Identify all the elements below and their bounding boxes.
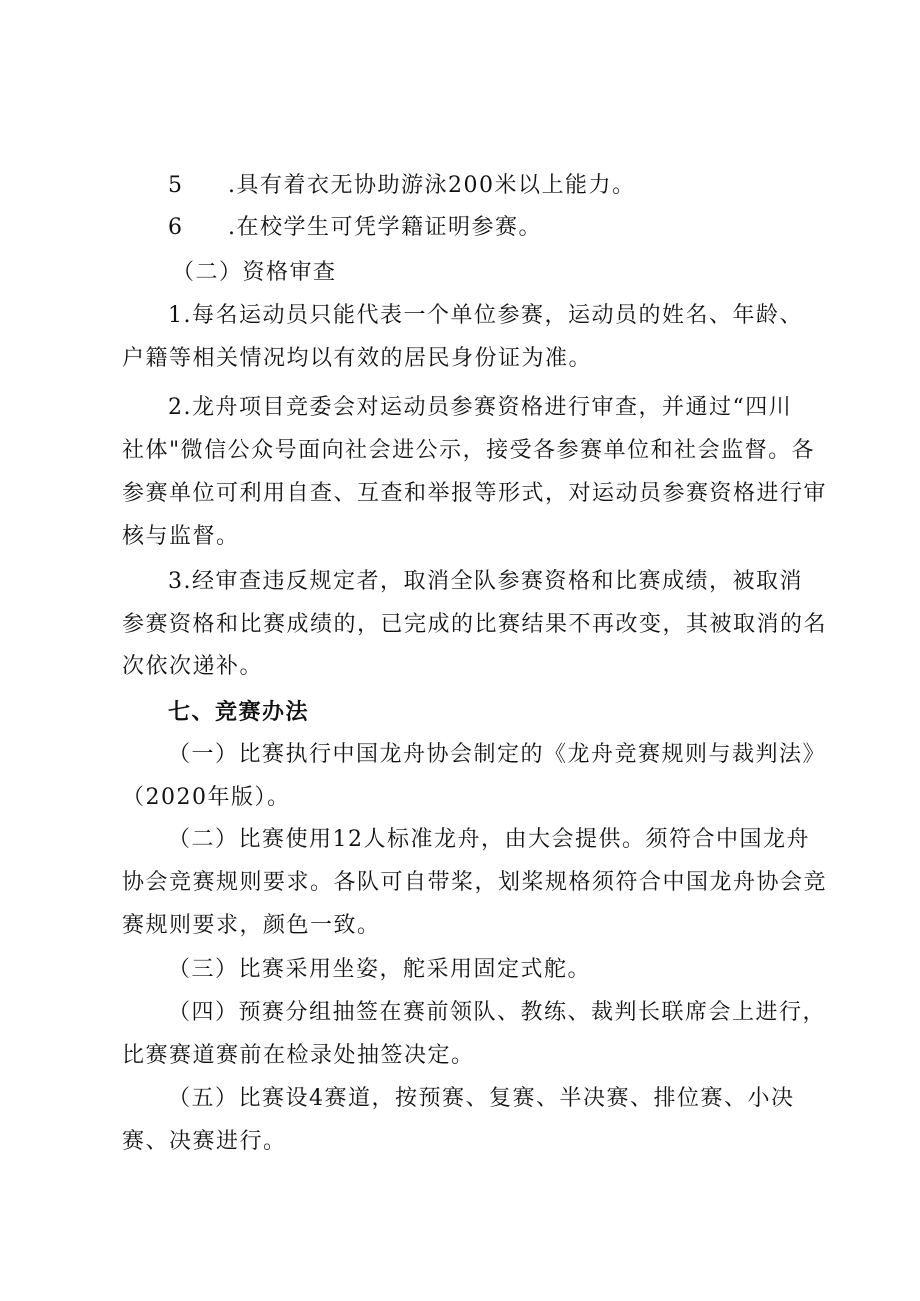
paragraph-line: （三）比赛采用坐姿，舵采用固定式舵。 [168,957,592,982]
paragraph-line: （2020年版）。 [122,785,291,810]
paragraph-line: （五）比赛设4赛道，按预赛、复赛、半决赛、排位赛、小决 [168,1086,795,1111]
paragraph-line: 核与监督。 [122,524,240,549]
paragraph-line: （四）预赛分组抽签在赛前领队、教练、裁判长联席会上进行， [168,1000,827,1025]
list-item-text: .在校学生可凭学籍证明参赛。 [228,215,542,240]
paragraph-line: 协会竞赛规则要求。各队可自带桨，划桨规格须符合中国龙舟协会竞 [122,870,828,895]
list-number: 6 [168,215,182,240]
paragraph-line: 参赛资格和比赛成绩的，已完成的比赛结果不再改变，其被取消的名 [122,612,828,637]
paragraph-line: 比赛赛道赛前在检录处抽签决定。 [122,1043,475,1068]
paragraph-line: 次依次递补。 [122,654,264,679]
paragraph-line: 赛规则要求，颜色一致。 [122,913,381,938]
list-item-text: .具有着衣无协助游泳200米以上能力。 [228,173,636,198]
paragraph-line: 1.每名运动员只能代表一个单位参赛，运动员的姓名、年龄、 [168,303,803,328]
paragraph-line: 赛、决赛进行。 [122,1129,287,1154]
paragraph-line: （二）比赛使用12人标准龙舟，由大会提供。须符合中国龙舟 [168,827,810,852]
paragraph-line: 3.经审查违反规定者，取消全队参赛资格和比赛成绩，被取消 [168,569,803,594]
section-heading: （二）资格审查 [172,260,337,285]
paragraph-line: 户籍等相关情况均以有效的居民身份证为准。 [122,346,593,371]
paragraph-line: 社体"微信公众号面向社会进公示，接受各参赛单位和社会监督。各 [122,438,816,463]
paragraph-line: （一）比赛执行中国龙舟协会制定的《龙舟竞赛规则与裁判法》 [168,742,827,767]
paragraph-line: 参赛单位可利用自查、互查和举报等形式，对运动员参赛资格进行审 [122,481,828,506]
chapter-heading: 七、竞赛办法 [168,699,310,725]
paragraph-line: 2.龙舟项目竞委会对运动员参赛资格进行审查，并通过“四川 [168,395,793,420]
list-number: 5 [168,173,182,198]
